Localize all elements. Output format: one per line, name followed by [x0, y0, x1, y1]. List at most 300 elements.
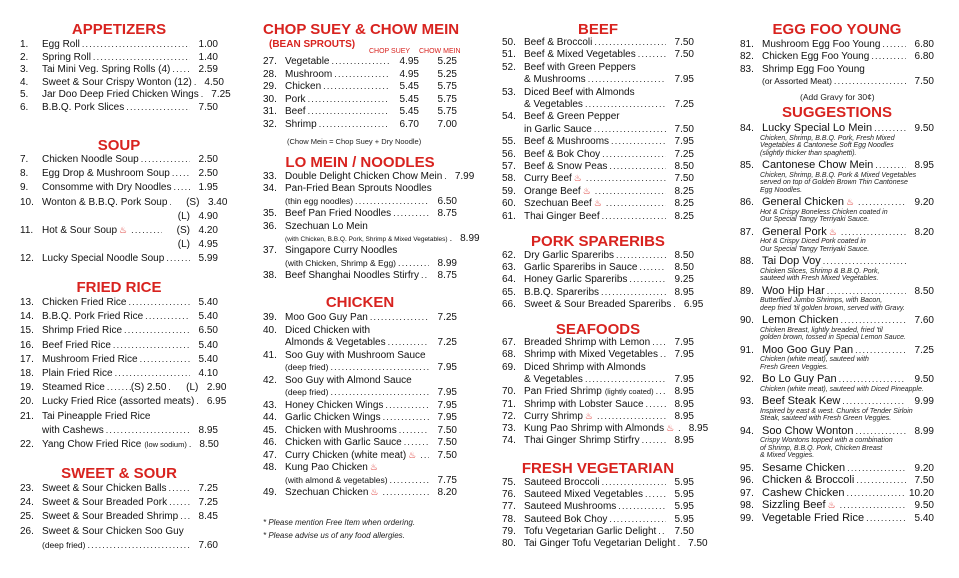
item-name: Egg Roll [42, 39, 80, 50]
menu-item [502, 363, 694, 375]
item-name: Pork [285, 93, 306, 105]
item-price: 5.40 [198, 311, 218, 323]
dot-leader [640, 436, 666, 445]
item-name: B.B.Q. Spareribs [524, 286, 600, 298]
item-price: 9.99 [914, 396, 934, 407]
item-number: 70. [502, 386, 516, 398]
dot-leader [854, 476, 906, 485]
menu-item [263, 451, 457, 463]
hot-pepper-icon: ♨ [593, 198, 602, 209]
item-number: 82. [740, 51, 754, 63]
menu-item [263, 171, 475, 184]
menu-item [263, 463, 457, 475]
menu-item [502, 400, 694, 412]
dot-leader [832, 77, 906, 86]
hot-pepper-icon: ♨ [827, 500, 836, 510]
dot-leader [880, 40, 906, 49]
item-number: 77. [502, 501, 516, 513]
item-name: Chicken with Mushrooms [285, 424, 397, 436]
item-name: Dry Garlic Spareribs [524, 250, 615, 261]
item-number: 3. [20, 64, 29, 76]
item-name: Sauteed Broccoli [524, 477, 600, 488]
item-price: 7.95 [674, 373, 694, 385]
item-price: 7.50 [437, 449, 457, 461]
dot-leader [386, 338, 429, 347]
item-price: 8.99 [437, 257, 457, 269]
menu-item [20, 40, 218, 52]
menu-item-continued [20, 541, 218, 553]
dot-leader [864, 514, 906, 523]
dot-leader [636, 50, 666, 59]
item-name: Szechuan Beef [524, 198, 592, 210]
dot-leader [845, 464, 906, 473]
item-name: Sweet & Sour Breaded Spareribs [524, 298, 672, 310]
item-number: 45. [263, 424, 277, 436]
item-name: Yang Chow Fried Rice [42, 439, 142, 450]
menu-item [263, 222, 457, 234]
item-description: Chicken Slices, Shrimp & B.B.Q. Pork, [760, 267, 880, 275]
menu-item [20, 440, 218, 452]
dot-leader [600, 212, 666, 221]
menu-item [263, 209, 457, 221]
item-name: Mushroom Fried Rice [42, 353, 138, 365]
item-number: 49. [263, 487, 277, 498]
menu-item [263, 95, 457, 107]
chow-mein-price: 5.25 [437, 68, 457, 80]
item-number: 81. [740, 39, 754, 50]
item-size: (S) [176, 225, 190, 236]
menu-item [740, 40, 934, 52]
item-name: Chicken [285, 81, 322, 92]
menu-item [20, 326, 218, 338]
menu-item [20, 369, 218, 381]
dot-leader [607, 515, 666, 524]
dot-leader [91, 53, 190, 62]
item-number: 96. [740, 475, 754, 486]
menu-item [502, 338, 694, 350]
item-price: 7.50 [914, 475, 934, 486]
item-price: 7.25 [437, 337, 457, 348]
menu-item [502, 538, 708, 551]
item-number: 15. [20, 325, 34, 337]
item-name: Shrimp Egg Foo Young [762, 63, 865, 75]
dot-leader [583, 100, 666, 109]
item-price: 8.25 [674, 185, 694, 197]
menu-item [740, 374, 934, 386]
menu-item [20, 412, 218, 424]
menu-item [263, 438, 457, 450]
menu-item [20, 155, 218, 167]
dot-leader [306, 107, 389, 116]
item-name: Garlic Spareribs in Sauce [524, 262, 638, 274]
dot-leader [821, 257, 906, 266]
item-name: Chicken Noodle Soup [42, 154, 139, 165]
dot-leader [172, 183, 191, 192]
item-name: Soo Chow Wonton [762, 424, 854, 437]
item-name: Curry Chicken (white meat) [285, 449, 407, 461]
menu-item [263, 351, 457, 363]
item-name-continued: & Vegetables [524, 373, 583, 385]
item-number: 6. [20, 102, 29, 113]
item-name: General Pork [762, 225, 827, 238]
item-name: Sauteed Mixed Vegetables [524, 489, 643, 501]
item-name: Lucky Special Noodle Soup [42, 253, 165, 265]
dot-leader [584, 174, 666, 183]
menu-item [263, 376, 457, 388]
menu-item [20, 76, 224, 90]
menu-item [20, 212, 218, 224]
menu-item-continued [20, 426, 218, 438]
menu-item [740, 500, 934, 512]
item-number: 19. [20, 382, 34, 394]
menu-item [263, 57, 457, 69]
item-number: 40. [263, 324, 277, 336]
item-name: Beef with Green Peppers [524, 61, 636, 73]
item-name: Kung Pao Chicken [285, 462, 368, 473]
item-name: Spring Roll [42, 51, 91, 63]
item-price: 4.20 [198, 225, 218, 236]
menu-item-continued [263, 233, 480, 246]
menu-item [502, 150, 694, 162]
item-price: 9.50 [914, 500, 934, 511]
item-number: 91. [740, 344, 754, 356]
item-name: Vegetable [285, 56, 330, 67]
menu-item [20, 355, 218, 367]
item-name: Consomme with Dry Noodles [42, 182, 172, 194]
item-name: Hot & Sour Soup [42, 225, 118, 236]
item-price: 8.25 [674, 210, 694, 222]
chop-suey-price: 5.45 [399, 93, 419, 105]
hot-pepper-icon: ♨ [666, 423, 675, 434]
item-name: Soo Guy with Almond Sauce [285, 374, 412, 386]
dot-leader [391, 209, 429, 218]
section-heading-fried-rice: FRIED RICE [76, 279, 162, 296]
item-price: 7.95 [437, 399, 457, 411]
item-name: Sweet & Sour Chicken Balls [42, 483, 167, 494]
chop-suey-column-label: CHOP SUEY [369, 48, 411, 55]
chow-mein-price: 5.25 [437, 56, 457, 67]
item-number: 38. [263, 270, 277, 282]
dot-leader [838, 316, 906, 325]
section-heading-appetizers: APPETIZERS [71, 21, 167, 38]
item-number: 72. [502, 410, 516, 422]
item-number: 8. [20, 168, 29, 180]
item-price: 7.25 [674, 99, 694, 110]
item-description: served on top of Golden Brown Thin Cantonese [760, 179, 908, 186]
menu-item-continued [740, 77, 934, 89]
menu-item [502, 251, 694, 263]
menu-item [20, 312, 218, 324]
item-price: 7.25 [437, 312, 457, 323]
item-price: 8.95 [674, 398, 694, 410]
item-price: 7.95 [437, 362, 457, 373]
item-name: Sizzling Beef [762, 499, 826, 511]
item-name: Wonton & B.B.Q. Pork Soup [42, 196, 168, 208]
dot-leader [838, 501, 906, 510]
dot-leader [317, 120, 389, 129]
item-price: 7.50 [674, 37, 694, 48]
menu-item [502, 275, 694, 287]
menu-item [20, 196, 228, 210]
dot-leader [383, 401, 429, 410]
item-name: Plain Fried Rice [42, 368, 113, 379]
dot-leader [614, 251, 666, 260]
item-price: 7.99 [454, 171, 475, 182]
hot-pepper-icon: ♨ [582, 185, 591, 196]
dot-leader [607, 162, 666, 171]
menu-item [502, 63, 694, 75]
item-price: 8.95 [914, 160, 934, 171]
item-number: 87. [740, 226, 754, 238]
menu-item-continued [263, 363, 457, 375]
item-number: 74. [502, 435, 516, 447]
dot-leader [418, 451, 429, 460]
item-number: 54. [502, 111, 516, 123]
dot-leader [592, 125, 666, 134]
item-name: Beef & Mushrooms [524, 136, 610, 148]
item-price: 7.25 [211, 89, 231, 101]
dot-leader [873, 161, 906, 170]
item-number: 16. [20, 339, 34, 351]
item-price: 4.50 [204, 76, 224, 88]
item-price: 8.95 [674, 435, 694, 447]
dot-leader [381, 413, 429, 422]
item-number: 21. [20, 410, 34, 422]
item-name: Mushroom [285, 68, 333, 80]
chop-suey-price: 6.70 [399, 118, 419, 130]
dot-leader [650, 338, 666, 347]
menu-item [263, 107, 457, 119]
menu-item [740, 463, 934, 475]
item-name: Tai Pineapple Fried Rice [42, 410, 151, 422]
dot-leader [124, 103, 190, 112]
item-number: 93. [740, 396, 754, 407]
item-name: Shrimp Fried Rice [42, 325, 123, 337]
dot-leader [85, 541, 190, 550]
item-name: Curry Beef [524, 173, 572, 185]
item-name: Beef & Mixed Vegetables [524, 49, 636, 61]
dot-leader [658, 350, 666, 359]
dot-leader [637, 263, 666, 272]
item-price: 8.95 [674, 286, 694, 298]
item-description: Hot & Crispy Boneless Chicken coated in [760, 208, 888, 216]
menu-item-continued [502, 75, 694, 87]
menu-item [502, 174, 694, 186]
item-number: 88. [740, 256, 754, 267]
dot-leader [170, 65, 190, 74]
section-heading-fresh-vegetarian: FRESH VEGETARIAN [521, 460, 675, 477]
item-price: 7.50 [688, 538, 708, 549]
item-name: Thai Ginger Shrimp Stirfry [524, 435, 640, 447]
item-name: Honey Garlic Spareribs [524, 274, 628, 286]
menu-item [502, 288, 694, 300]
item-name: Tai Mini Veg. Spring Rolls (4) [42, 64, 171, 76]
menu-item [263, 246, 457, 258]
item-name: Sauteed Mushrooms [524, 501, 617, 513]
item-name: Egg Drop & Mushroom Soup [42, 168, 170, 180]
chop-suey-price: 5.45 [399, 106, 419, 117]
item-description: Butterflied Jumbo Shrimps, with Bacon, [760, 297, 883, 304]
menu-item [740, 488, 934, 500]
item-number: 47. [263, 449, 277, 461]
item-name-continued: (deep fried) [285, 387, 329, 397]
item-name: Tai Dop Voy [762, 255, 821, 267]
item-price: 9.25 [674, 274, 694, 286]
item-number: 13. [20, 297, 34, 308]
item-number: 55. [502, 136, 516, 148]
item-price: 7.50 [674, 525, 694, 537]
section-heading-beef: BEEF [577, 21, 618, 38]
item-name-continued: with Cashews [42, 424, 104, 436]
item-name: Diced Shrimp with Almonds [524, 361, 646, 373]
dot-leader [328, 388, 429, 397]
item-description: Our Special Tangy Terriyaki Sauce. [760, 216, 870, 223]
section-heading-pork-spareribs: PORK SPARERIBS [531, 233, 665, 250]
menu-item [502, 137, 694, 149]
hot-pepper-icon: ♨ [584, 410, 593, 421]
dot-leader [167, 498, 190, 507]
dot-leader [840, 397, 906, 406]
item-description: & Mixed Veggies. [760, 452, 815, 459]
item-name: Beef Steak Kew [762, 395, 841, 407]
menu-item [740, 52, 934, 64]
item-name: Bo Lo Guy Pan [762, 373, 837, 385]
item-name: Chicken & Broccoli [762, 474, 855, 486]
section-heading-egg-foo-young: EGG FOO YOUNG [772, 21, 902, 38]
menu-item [20, 498, 218, 510]
section-heading-lo-mein: LO MEIN / NOODLES [285, 154, 435, 171]
item-description: Our Special Tangy Terriyaki Sauce. [760, 245, 870, 253]
item-price: 4.90 [198, 210, 218, 222]
item-name: Thai Ginger Beef [524, 210, 600, 222]
item-number: 64. [502, 274, 516, 286]
dot-leader [306, 95, 389, 104]
menu-item [20, 484, 218, 496]
item-size: (L) [177, 239, 190, 251]
menu-item [502, 490, 694, 502]
item-number: 84. [740, 123, 754, 134]
menu-item-continued [263, 388, 457, 400]
item-price: 7.25 [914, 344, 934, 356]
item-name-continued: (deep fried) [285, 362, 329, 372]
item-number: 83. [740, 63, 754, 75]
menu-item [502, 112, 694, 124]
item-name: Sauteed Bok Choy [524, 513, 608, 525]
item-name: Kung Pao Shrimp with Almonds [524, 423, 665, 435]
item-price: 8.95 [674, 386, 694, 398]
item-description: Chicken, Shrimp, B.B.Q. Pork & Mixed Vegetables [760, 171, 917, 179]
menu-item [20, 341, 218, 353]
item-name: Singapore Curry Noodles [285, 245, 398, 257]
item-price: 7.95 [674, 74, 694, 86]
dot-leader [595, 412, 666, 421]
item-price: 7.60 [914, 315, 934, 326]
item-name-continued: (with almond & vegetables) [285, 474, 388, 485]
item-price: 2.50 [198, 168, 218, 180]
menu-item [502, 298, 704, 312]
item-number: 10. [20, 196, 34, 208]
dot-leader [604, 199, 666, 208]
item-description: Hot & Crispy Diced Pork coated in [760, 238, 866, 245]
item-price: 5.40 [198, 339, 218, 351]
item-description: Inspired by east & west. Chunks of Tender Sirloin [760, 407, 913, 415]
item-number: 80. [502, 538, 516, 549]
menu-item [20, 512, 218, 524]
item-name: Sesame Chicken [762, 461, 846, 474]
dot-leader [129, 226, 162, 235]
dot-leader [599, 288, 666, 297]
item-number: 75. [502, 477, 516, 488]
dot-leader [592, 38, 666, 47]
item-name-continued: (deep fried) [42, 539, 86, 550]
item-number: 4. [20, 76, 29, 88]
dot-leader [600, 150, 666, 159]
item-number: 32. [263, 118, 277, 130]
item-price: 8.99 [460, 233, 480, 244]
item-name: Chicken Egg Foo Young [762, 51, 870, 63]
item-number: 61. [502, 210, 516, 222]
item-number: 9. [20, 182, 29, 194]
gravy-note: (Add Gravy for 30¢) [800, 92, 875, 102]
dot-leader [839, 228, 906, 237]
item-number: 60. [502, 198, 516, 210]
item-name-continued: & Mushrooms [524, 74, 586, 86]
item-price: 2.59 [198, 64, 218, 76]
chow-mein-note: (Chow Mein = Chop Suey + Dry Noodle) [287, 137, 422, 146]
item-price: 8.50 [914, 285, 934, 297]
item-number: 46. [263, 437, 277, 448]
item-price: 4.10 [198, 368, 218, 379]
item-name: Diced Beef with Almonds [524, 86, 635, 98]
menu-item [20, 396, 227, 409]
item-number: 50. [502, 37, 516, 48]
dot-leader [643, 490, 666, 499]
item-number: 65. [502, 286, 516, 298]
item-price: 8.50 [674, 262, 694, 274]
item-price: 10.20 [908, 487, 934, 499]
item-price: 8.75 [437, 208, 457, 220]
item-number: 29. [263, 81, 277, 92]
item-number: 12. [20, 253, 34, 265]
menu-item [502, 187, 694, 199]
item-price: 7.50 [914, 75, 934, 87]
menu-item [20, 183, 218, 195]
menu-item-continued [502, 100, 694, 112]
dot-leader [113, 369, 190, 378]
item-number: 20. [20, 396, 34, 408]
menu-item [20, 65, 218, 77]
item-number: 34. [263, 183, 277, 195]
dot-leader [402, 438, 429, 447]
item-price: 8.20 [914, 226, 934, 238]
item-number: 89. [740, 285, 754, 297]
section-heading-suggestions: SUGGESTIONS [781, 104, 893, 121]
item-name: Szechuan Chicken [285, 487, 369, 498]
dot-leader [170, 169, 190, 178]
dot-leader [138, 355, 190, 364]
menu-item [740, 396, 934, 408]
item-price: 1.95 [198, 182, 218, 194]
item-number: 1. [20, 39, 29, 50]
menu-item [502, 350, 694, 362]
item-number: 73. [502, 423, 516, 435]
item-description: Chicken, Shrimp, B.B.Q. Pork, Fresh Mixed [760, 134, 895, 142]
menu-item [502, 527, 694, 539]
item-name: Breaded Shrimp with Lemon [524, 337, 651, 348]
item-name: Szechuan Lo Mein [285, 220, 368, 232]
item-price: 6.95 [683, 298, 704, 310]
dot-leader [609, 137, 666, 146]
